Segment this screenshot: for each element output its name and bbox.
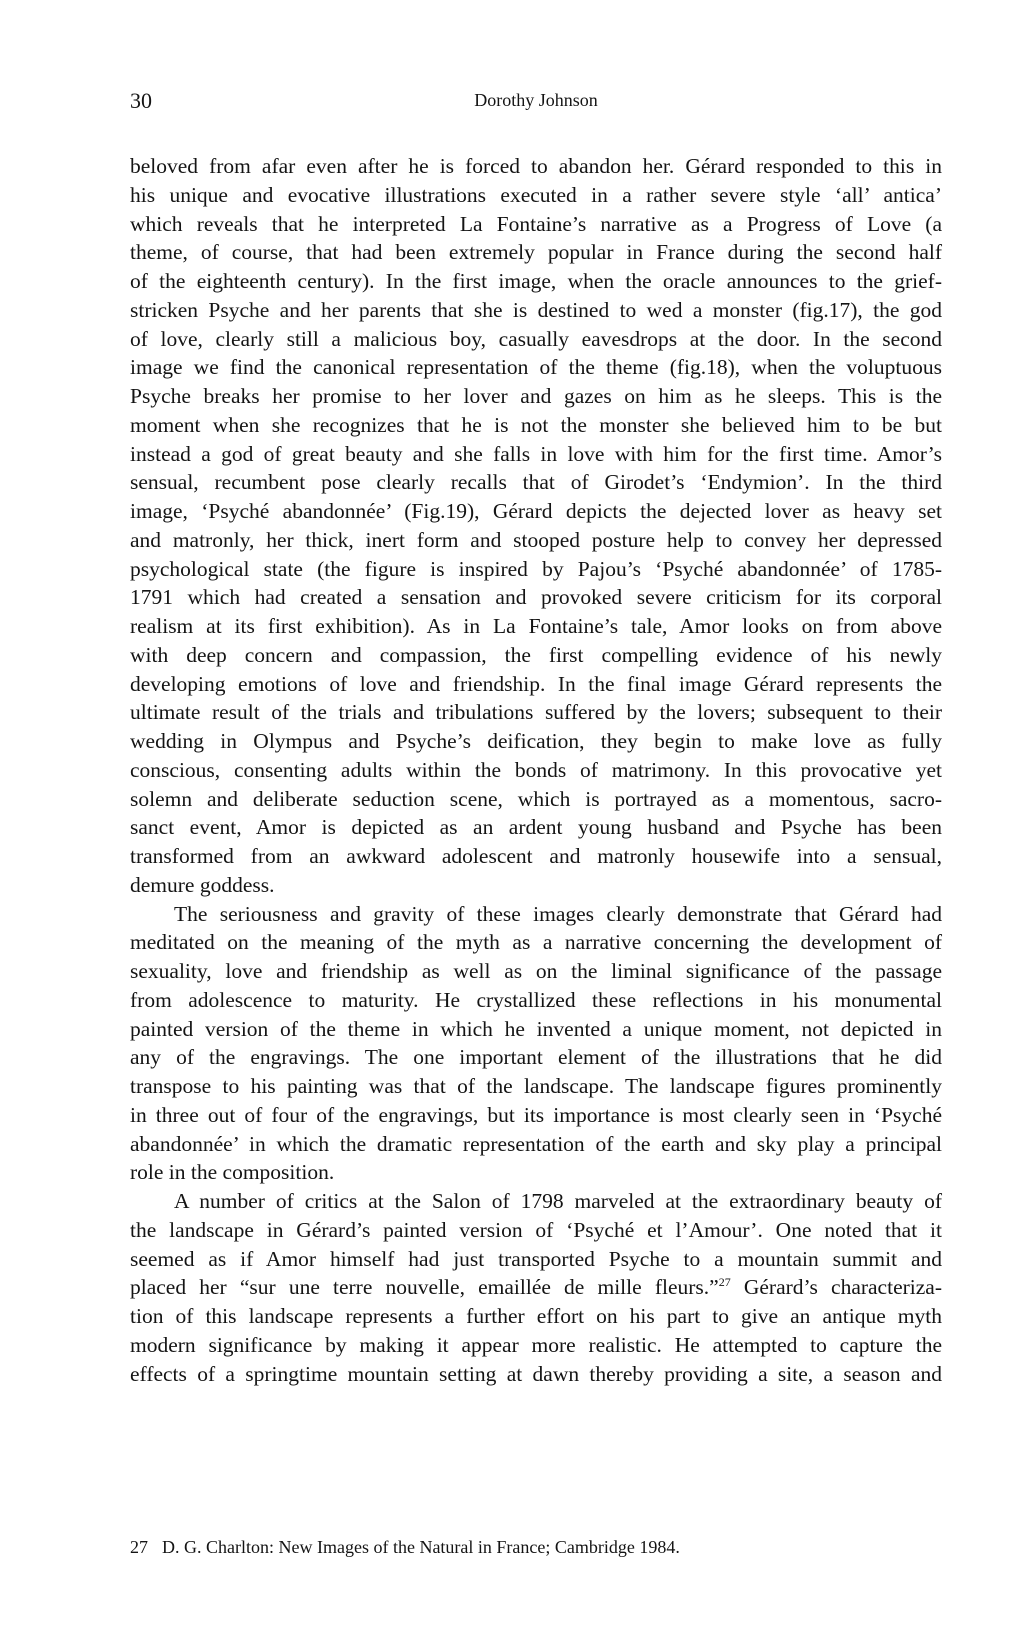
text-line: conscious, consenting adults within the bonds of matrimony. In this provocative yet: [130, 757, 942, 782]
text-line: A number of critics at the Salon of 1798 marveled at the extraordinary beauty of: [174, 1189, 942, 1213]
text-line: painted version of the theme in which he invented a unique moment, not depicted in: [130, 1016, 942, 1041]
text-line: the landscape in Gérard’s painted version of ‘Psyché et l’Amour’. One noted that it: [130, 1217, 942, 1242]
text-line: sensual, recumbent pose clearly recalls that of Girodet’s ‘Endymion’. In the third: [130, 470, 942, 495]
text-line: transformed from an awkward adolescent and matronly housewife into a sensual,: [130, 844, 942, 868]
text-line: realism at its first exhibition). As in La Fontaine’s tale, Amor looks on from above: [130, 614, 942, 638]
text-line: image we find the canonical representation of the theme (fig.18), when the voluptuous: [130, 355, 942, 380]
text-line: moment when she recognizes that he is not the monster she believed him to be but: [130, 412, 942, 437]
text-line: role in the composition.: [130, 1160, 335, 1185]
text-line: his unique and evocative illustrations executed in a rather severe style ‘all’ antica’: [130, 182, 942, 207]
text-line: developing emotions of love and friendship. In the final image Gérard represents the: [130, 671, 942, 696]
text-line: Psyche breaks her promise to her lover and gazes on him as he sleeps. This is the: [130, 384, 942, 408]
footnote-text: D. G. Charlton: New Images of the Natural in France; Cambridge 1984.: [162, 1537, 680, 1557]
text-line: solemn and deliberate seduction scene, which is portrayed as a momentous, sacro-: [130, 786, 942, 811]
text-line: and matronly, her thick, inert form and stooped posture help to convey her depressed: [130, 527, 942, 552]
text-line: 1791 which had created a sensation and provoked severe criticism for its corporal: [130, 585, 942, 610]
text-line: beloved from afar even after he is forced to abandon her. Gérard responded to this in: [130, 154, 942, 178]
text-line: with deep concern and compassion, the first compelling evidence of his newly: [130, 642, 942, 667]
paragraph-1: [130, 152, 942, 900]
text-line: ultimate result of the trials and tribulations suffered by the lovers; subsequent to their: [130, 700, 942, 725]
text-line: image, ‘Psyché abandonnée’ (Fig.19), Gérard depicts the dejected lover as heavy set: [130, 499, 942, 523]
text-line: instead a god of great beauty and she falls in love with him for the first time. Amor’s: [130, 441, 942, 466]
text-line: theme, of course, that had been extremely popular in France during the second half: [130, 240, 942, 265]
paragraph-2: [130, 900, 942, 1188]
footnote-reference[interactable]: 27: [718, 1275, 731, 1290]
text-line: abandonnée’ in which the dramatic representation of the earth and sky play a principal: [130, 1131, 942, 1156]
text-line: transpose to his painting was that of the landscape. The landscape figures prominently: [130, 1074, 942, 1098]
text-line: demure goddess.: [130, 872, 275, 897]
page-number: 30: [130, 88, 152, 113]
text-line: The seriousness and gravity of these images clearly demonstrate that Gérard had: [174, 901, 942, 926]
text-line: tion of this landscape represents a further effort on his part to give an antique myth: [130, 1304, 942, 1328]
text-line: effects of a springtime mountain setting at dawn thereby providing a site, a season and: [130, 1361, 942, 1386]
text-fragment: Gérard’s characteriza-: [730, 1275, 942, 1300]
text-line-with-footnote: [130, 1273, 942, 1302]
text-line: of the eighteenth century). In the first image, when the oracle announces to the grief-: [130, 269, 942, 293]
text-line: of love, clearly still a malicious boy, casually eavesdrops at the door. In the second: [130, 326, 942, 351]
text-line: sanct event, Amor is depicted as an ardent young husband and Psyche has been: [130, 815, 942, 840]
text-fragment: placed her “sur une terre nouvelle, emaillée de mille fleurs.”: [130, 1275, 719, 1300]
text-line: which reveals that he interpreted La Fontaine’s narrative as a Progress of Love (a: [130, 211, 942, 236]
text-line: sexuality, love and friendship as well as on the liminal significance of the passage: [130, 959, 942, 983]
text-line: modern significance by making it appear more realistic. He attempted to capture the: [130, 1332, 942, 1357]
text-line: wedding in Olympus and Psyche’s deification, they begin to make love as fully: [130, 729, 942, 753]
body-text: [130, 152, 942, 1388]
footnote-number: 27: [130, 1537, 148, 1557]
text-line: seemed as if Amor himself had just transported Psyche to a mountain summit and: [130, 1246, 942, 1271]
text-line: psychological state (the figure is inspired by Pajou’s ‘Psyché abandonnée’ of 1785-: [130, 556, 942, 581]
footnote: [130, 1535, 942, 1559]
text-line: stricken Psyche and her parents that she is destined to wed a monster (fig.17), the god: [130, 297, 942, 322]
text-line: meditated on the meaning of the myth as a narrative concerning the development of: [130, 930, 942, 955]
running-header: [130, 88, 942, 118]
running-title: Dorothy Johnson: [474, 90, 598, 110]
text-line: any of the engravings. The one important element of the illustrations that he did: [130, 1045, 942, 1070]
text-line: from adolescence to maturity. He crystallized these reflections in his monumental: [130, 987, 942, 1012]
paragraph-3: [130, 1187, 942, 1388]
text-line: in three out of four of the engravings, but its importance is most clearly seen in ‘Psyché: [130, 1102, 942, 1127]
